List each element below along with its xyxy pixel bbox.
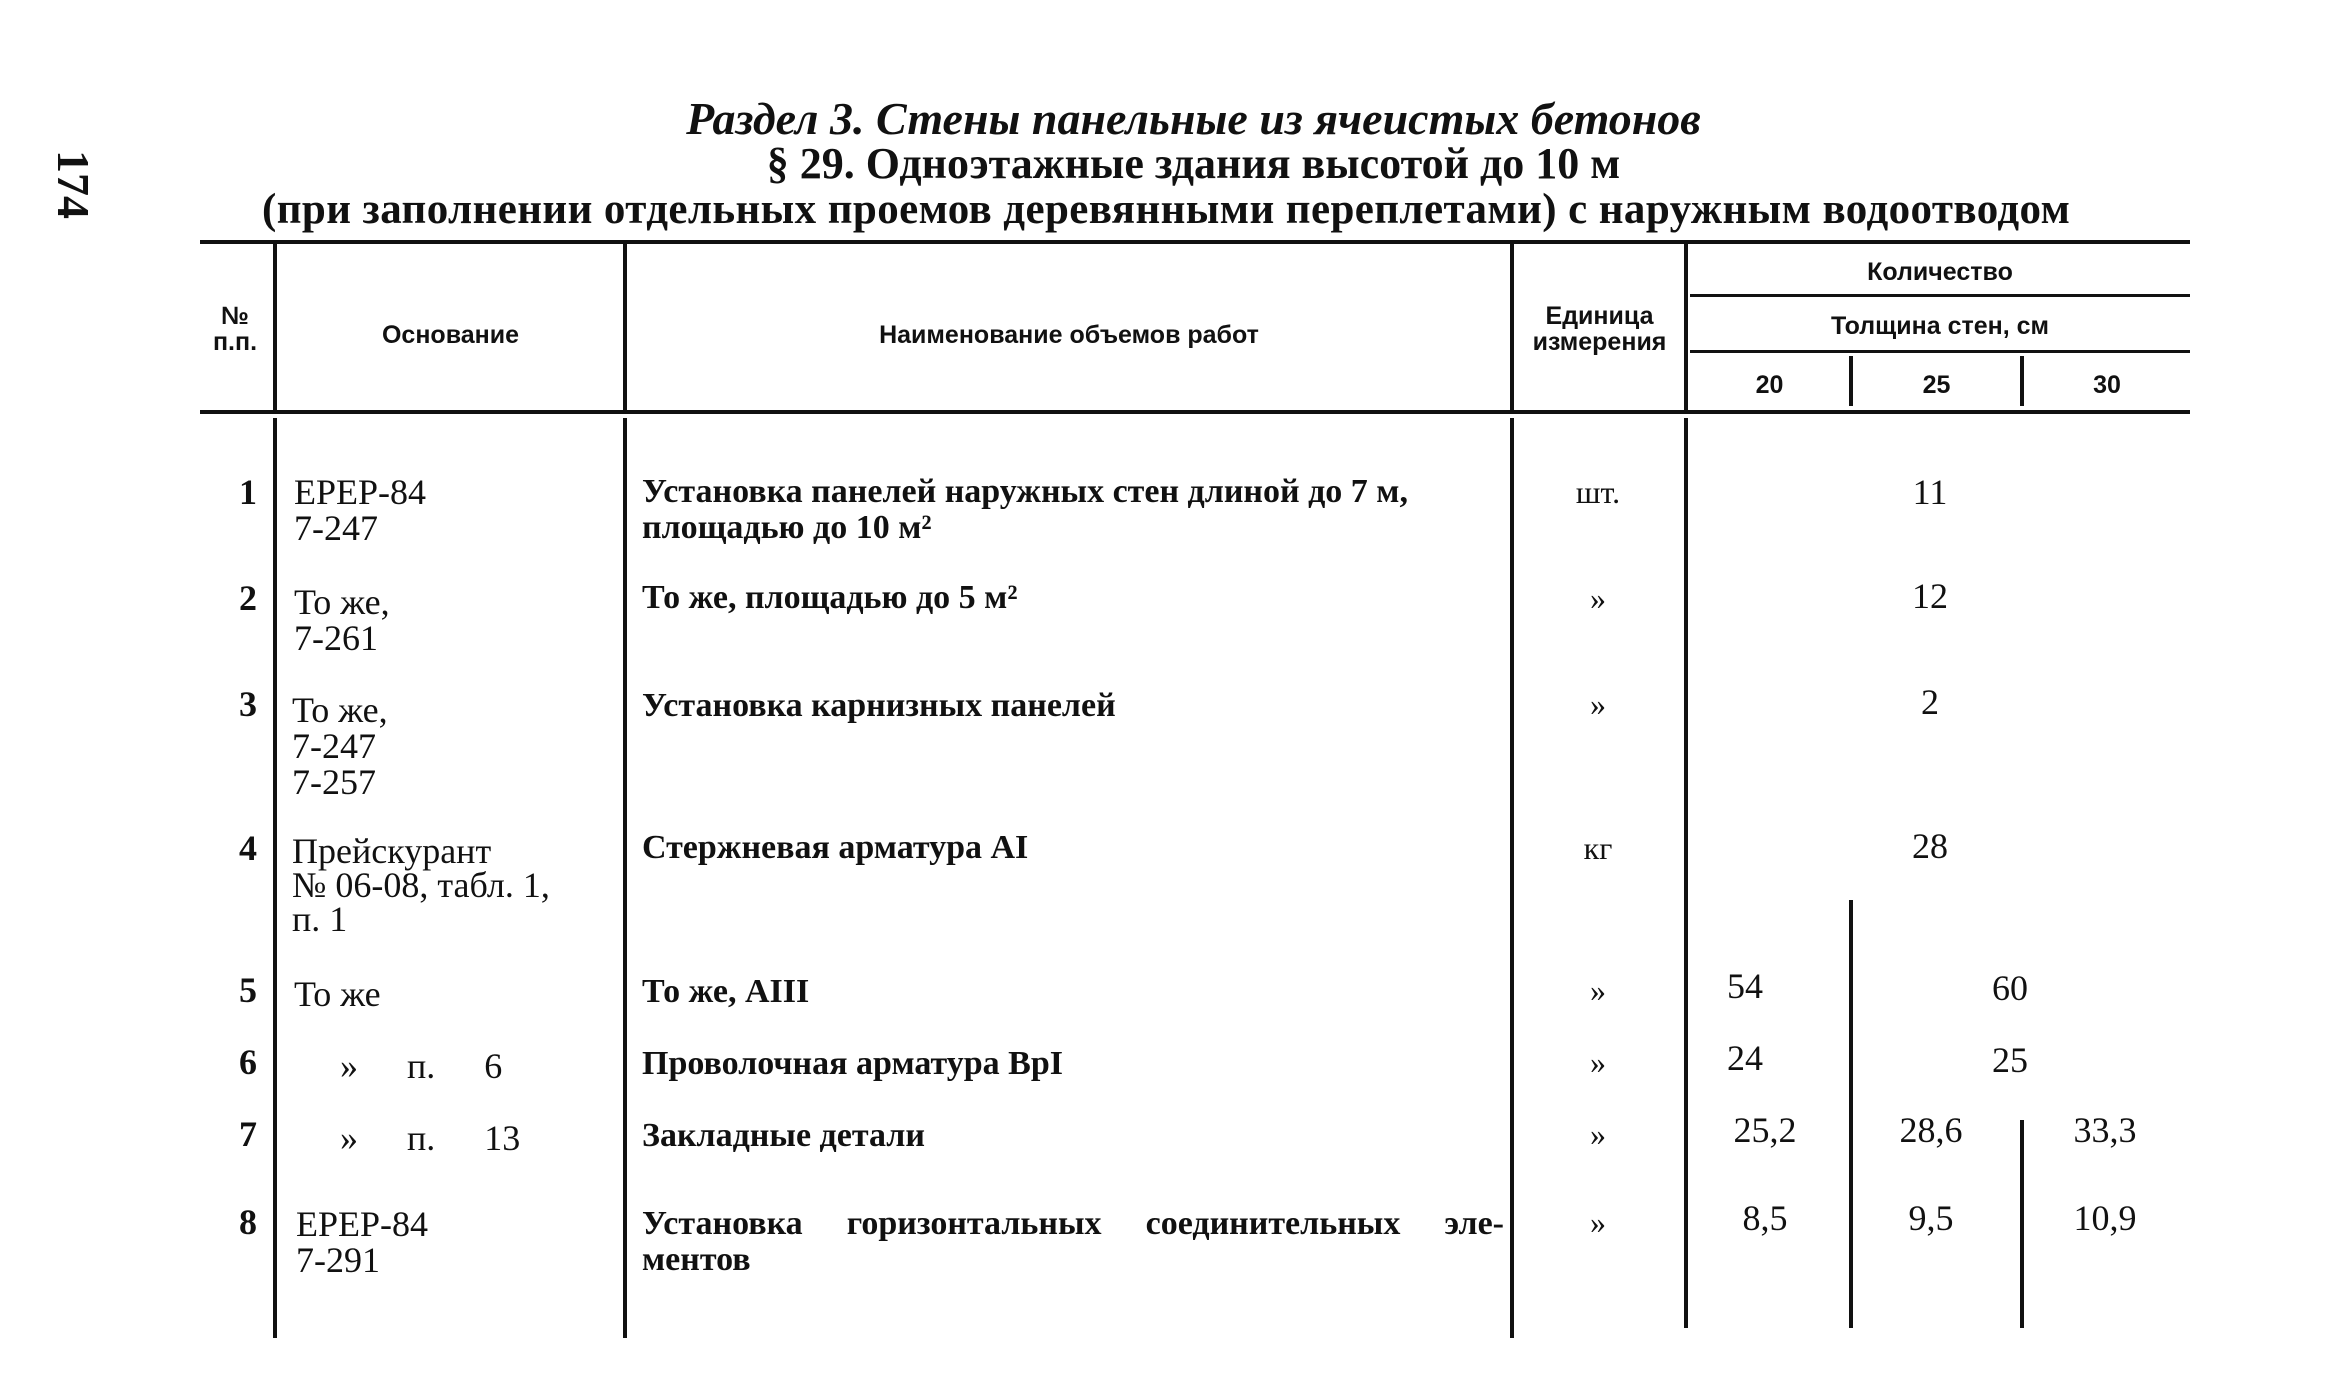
row-5-qty-20: 54 — [1727, 966, 1763, 1006]
row-6-unit: » — [1590, 1044, 1606, 1080]
row-8-qty-20: 8,5 — [1742, 1198, 1788, 1238]
row-5-number: 5 — [239, 970, 257, 1010]
row-2-name: То же, площадью до 5 м² — [642, 579, 1018, 616]
page-number: 174 — [48, 150, 99, 219]
row-2-unit: » — [1590, 580, 1606, 616]
col-divider-name — [623, 244, 627, 410]
row-7-number: 7 — [239, 1114, 257, 1154]
col-divider-qty-body — [1684, 418, 1688, 1328]
header-bottom-rule — [200, 410, 2190, 414]
row-5-qty-25-30: 60 — [1992, 968, 2028, 1008]
row-1-name: Установка панелей наружных стен длиной до 7 м, площадью до 10 м² — [642, 473, 1408, 546]
row-1-basis: ЕРЕР-84 7-247 — [294, 472, 427, 548]
header-thickness-20: 20 — [1755, 371, 1784, 399]
row-7-name: Закладные детали — [642, 1117, 925, 1154]
row-1-unit: шт. — [1575, 474, 1621, 510]
row-6-qty-25-30: 25 — [1992, 1040, 2028, 1080]
col-divider-qty — [1684, 244, 1688, 410]
row-4-basis: Прейскурант № 06-08, табл. 1, п. 1 — [292, 831, 550, 939]
row-6-number: 6 — [239, 1042, 257, 1082]
row-3-unit: » — [1590, 686, 1606, 722]
qty-body-divider-2 — [2020, 1120, 2024, 1328]
row-8-qty-25: 9,5 — [1908, 1198, 1954, 1238]
header-num: № п.п. — [212, 302, 258, 356]
thickness-rule — [1690, 350, 2190, 353]
row-5-basis: То же — [294, 974, 381, 1014]
section-title: Раздел 3. Стены панельные из ячеистых бетонов — [686, 93, 1701, 144]
row-4-unit: кг — [1583, 830, 1613, 866]
row-3-number: 3 — [239, 684, 257, 724]
header-name: Наименование объемов работ — [879, 321, 1259, 349]
row-7-qty-25: 28,6 — [1899, 1110, 1963, 1150]
qty-body-divider-1 — [1849, 900, 1853, 1328]
col-divider-basis — [273, 244, 277, 410]
row-2-qty: 12 — [1912, 576, 1948, 616]
col-divider-unit — [1510, 244, 1514, 410]
row-8-name: Установка горизонтальных соединительных эле- ментов — [642, 1205, 1504, 1278]
row-2-basis: То же, 7-261 — [294, 582, 390, 658]
top-rule — [200, 240, 2190, 244]
header-thickness-25: 25 — [1922, 371, 1951, 399]
row-6-basis: » п. 6 — [340, 1046, 503, 1086]
row-5-unit: » — [1590, 972, 1606, 1008]
row-3-basis: То же, 7-247 7-257 — [292, 690, 388, 802]
row-8-unit: » — [1590, 1204, 1606, 1240]
row-8-number: 8 — [239, 1202, 257, 1242]
row-3-name: Установка карнизных панелей — [642, 687, 1116, 724]
col-divider-name-body — [623, 418, 627, 1338]
row-3-qty: 2 — [1921, 682, 1939, 722]
row-4-qty: 28 — [1912, 826, 1948, 866]
row-7-qty-30: 33,3 — [2073, 1110, 2137, 1150]
header-qty: Количество — [1867, 258, 2013, 286]
row-1-number: 1 — [239, 472, 257, 512]
row-6-name: Проволочная арматура BpI — [642, 1045, 1063, 1082]
header-basis: Основание — [381, 321, 520, 349]
row-1-qty: 11 — [1912, 472, 1948, 512]
header-unit: Единица измерения — [1532, 302, 1667, 356]
row-4-name: Стержневая арматура AI — [642, 829, 1029, 866]
row-8-qty-30: 10,9 — [2073, 1198, 2137, 1238]
paragraph-title: § 29. Одноэтажные здания высотой до 10 м — [766, 139, 1621, 188]
row-7-basis: » п. 13 — [340, 1118, 521, 1158]
row-2-number: 2 — [239, 578, 257, 618]
header-thickness-30: 30 — [2093, 371, 2121, 399]
row-5-name: То же, AIII — [642, 973, 810, 1010]
row-7-unit: » — [1590, 1116, 1606, 1152]
col-divider-unit-body — [1510, 418, 1514, 1338]
subtitle: (при заполнении отдельных проемов деревянными переплетами) с наружным водоотводом — [262, 186, 2071, 233]
col-divider-basis-body — [273, 418, 277, 1338]
qty-rule — [1690, 294, 2190, 297]
header-thickness: Толщина стен, см — [1830, 312, 2050, 340]
row-6-qty-20: 24 — [1727, 1038, 1763, 1078]
row-8-basis: ЕРЕР-84 7-291 — [296, 1204, 429, 1280]
row-4-number: 4 — [239, 828, 257, 868]
row-7-qty-20: 25,2 — [1733, 1110, 1797, 1150]
